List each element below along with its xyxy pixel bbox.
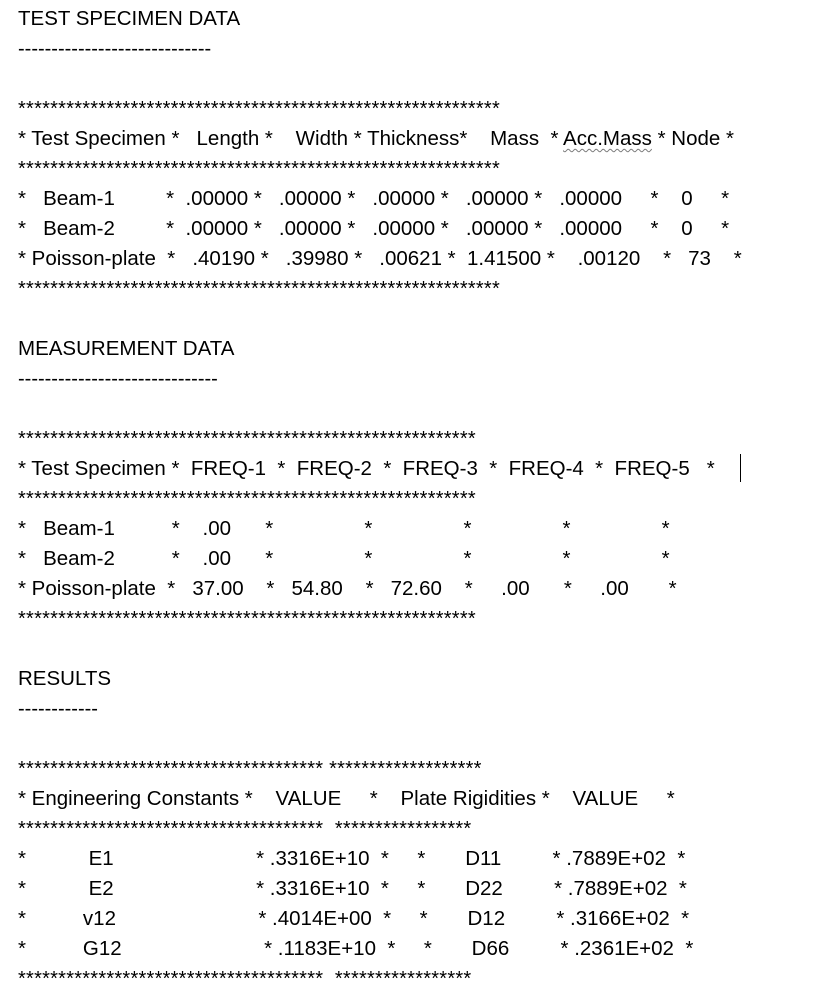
results-heading-underline: ------------: [18, 698, 98, 720]
measurement-row: * Beam-1 * .00 * * * * *: [18, 517, 670, 540]
results-border-bottom: ************************************** *****************: [18, 968, 472, 990]
measurement-header-row: * Test Specimen * FREQ-1 * FREQ-2 * FREQ-3 * FREQ-4 * FREQ-5 *: [18, 457, 715, 480]
specimen-header-pre: * Test Specimen * Length * Width * Thickness* Mass *: [18, 127, 564, 150]
results-row: * G12 * .1183E+10 * * D66 * .2361E+02 *: [18, 937, 694, 960]
specimen-row: * Beam-1 * .00000 * .00000 * .00000 * .00000 * .00000 * 0 *: [18, 187, 730, 210]
measurement-border-mid: *********************************************************: [18, 488, 476, 510]
specimen-heading: TEST SPECIMEN DATA: [18, 7, 241, 30]
results-heading: RESULTS: [18, 667, 112, 690]
measurement-border-bottom: *********************************************************: [18, 608, 476, 630]
results-row: * E2 * .3316E+10 * * D22 * .7889E+02 *: [18, 877, 687, 900]
specimen-heading-underline: -----------------------------: [18, 38, 212, 60]
measurement-heading-underline: ------------------------------: [18, 368, 218, 390]
results-border-top: ************************************** *******************: [18, 758, 482, 780]
specimen-header-row: [18, 124, 734, 154]
text-cursor: [740, 454, 741, 482]
specimen-row: * Poisson-plate * .40190 * .39980 * .00621 * 1.41500 * .00120 * 73 *: [18, 247, 742, 270]
acc-mass-header: Acc.Mass: [563, 127, 652, 150]
results-row: * v12 * .4014E+00 * * D12 * .3166E+02 *: [18, 907, 690, 930]
results-row: * E1 * .3316E+10 * * D11 * .7889E+02 *: [18, 847, 686, 870]
results-border-mid: ************************************** *****************: [18, 818, 472, 840]
measurement-heading: MEASUREMENT DATA: [18, 337, 235, 360]
specimen-row: * Beam-2 * .00000 * .00000 * .00000 * .00000 * .00000 * 0 *: [18, 217, 730, 240]
specimen-border-mid: ************************************************************: [18, 158, 500, 180]
specimen-header-post: * Node *: [651, 127, 734, 150]
measurement-row: * Poisson-plate * 37.00 * 54.80 * 72.60 * .00 * .00 *: [18, 577, 677, 600]
specimen-border-bottom: ************************************************************: [18, 278, 500, 300]
results-header-row: * Engineering Constants * VALUE * Plate Rigidities * VALUE *: [18, 787, 675, 810]
measurement-border-top: *********************************************************: [18, 428, 476, 450]
specimen-border-top: ************************************************************: [18, 98, 500, 120]
measurement-row: * Beam-2 * .00 * * * * *: [18, 547, 670, 570]
